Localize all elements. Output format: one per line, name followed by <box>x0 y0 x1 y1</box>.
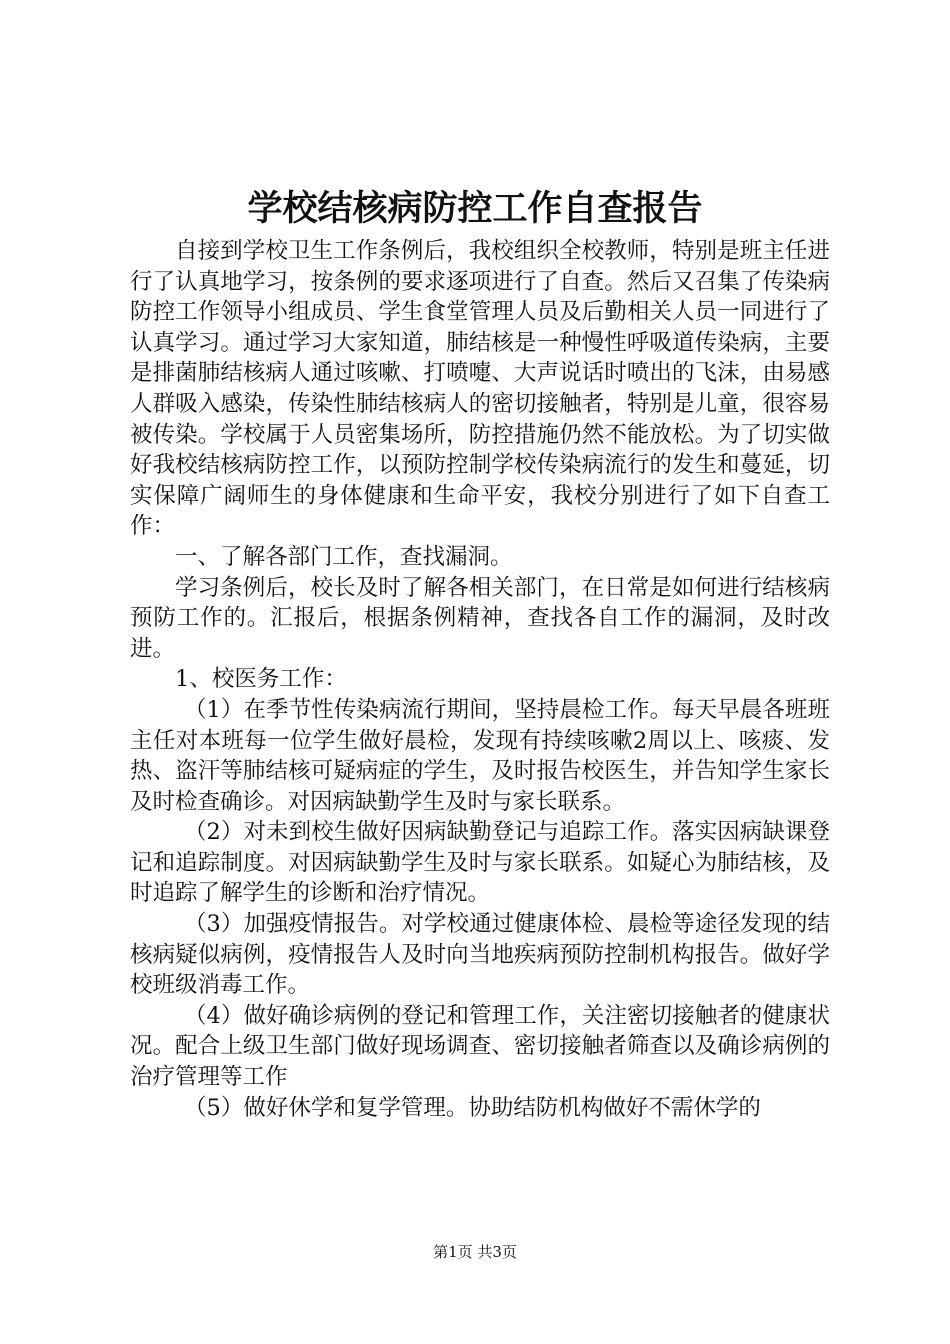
paragraph-intro: 自接到学校卫生工作条例后，我校组织全校教师，特别是班主任进行了认真地学习，按条例的要求逐项进行了自查。然后又召集了传染病防控工作领导小组成员、学生食堂管理人员及后勤相关人员一同进行了认真学习。通过学习大家知道，肺结核是一种慢性呼吸道传染病，主要是排菌肺结核病人通过咳嗽、打喷嚏、大声说话时喷出的飞沫，由易感人群吸入感染，传染性肺结核病人的密切接触者，特别是儿童，很容易被传染。学校属于人员密集场所，防控措施仍然不能放松。为了切实做好我校结核病防控工作，以预防控制学校传染病流行的发生和蔓延，切实保障广阔师生的身体健康和生命平安，我校分别进行了如下自查工作： <box>130 238 830 540</box>
paragraph-item-2: （2）对未到校生做好因病缺勤登记与追踪工作。落实因病缺课登记和追踪制度。对因病缺勤学生及时与家长联系。如疑心为肺结核，及时追踪了解学生的诊断和治疗情况。 <box>130 819 830 907</box>
document-body <box>130 236 830 1123</box>
subsection-heading-medical: 1、校医务工作： <box>175 666 347 693</box>
paragraph-item-4: （4）做好确诊病例的登记和管理工作，关注密切接触者的健康状况。配合上级卫生部门做好现场调查、密切接触者筛查以及确诊病例的治疗管理等工作 <box>130 1002 830 1091</box>
document-title: 学校结核病防控工作自查报告 <box>247 188 703 229</box>
paragraph-item-5: （5）做好休学和复学管理。协助结防机构做好不需休学的 <box>184 1094 761 1121</box>
page-footer: 第1页 共3页 <box>433 1243 517 1261</box>
paragraph-section-1: 学习条例后，校长及时了解各相关部门，在日常是如何进行结核病预防工作的。汇报后，根据条例精神，查找各自工作的漏洞，及时改进。 <box>130 574 830 662</box>
section-heading-1: 一、了解各部门工作，查找漏洞。 <box>175 543 513 570</box>
paragraph-item-3: （3）加强疫情报告。对学校通过健康体检、晨检等途径发现的结核病疑似病例，疫情报告人及时向当地疾病预防控制机构报告。做好学校班级消毒工作。 <box>130 911 830 999</box>
paragraph-item-1: （1）在季节性传染病流行期间，坚持晨检工作。每天早晨各班班主任对本班每一位学生做好晨检，发现有持续咳嗽2周以上、咳痰、发热、盗汗等肺结核可疑病症的学生，及时报告校医生，并告知学生家长及时检查确诊。对因病缺勤学生及时与家长联系。 <box>130 696 830 815</box>
